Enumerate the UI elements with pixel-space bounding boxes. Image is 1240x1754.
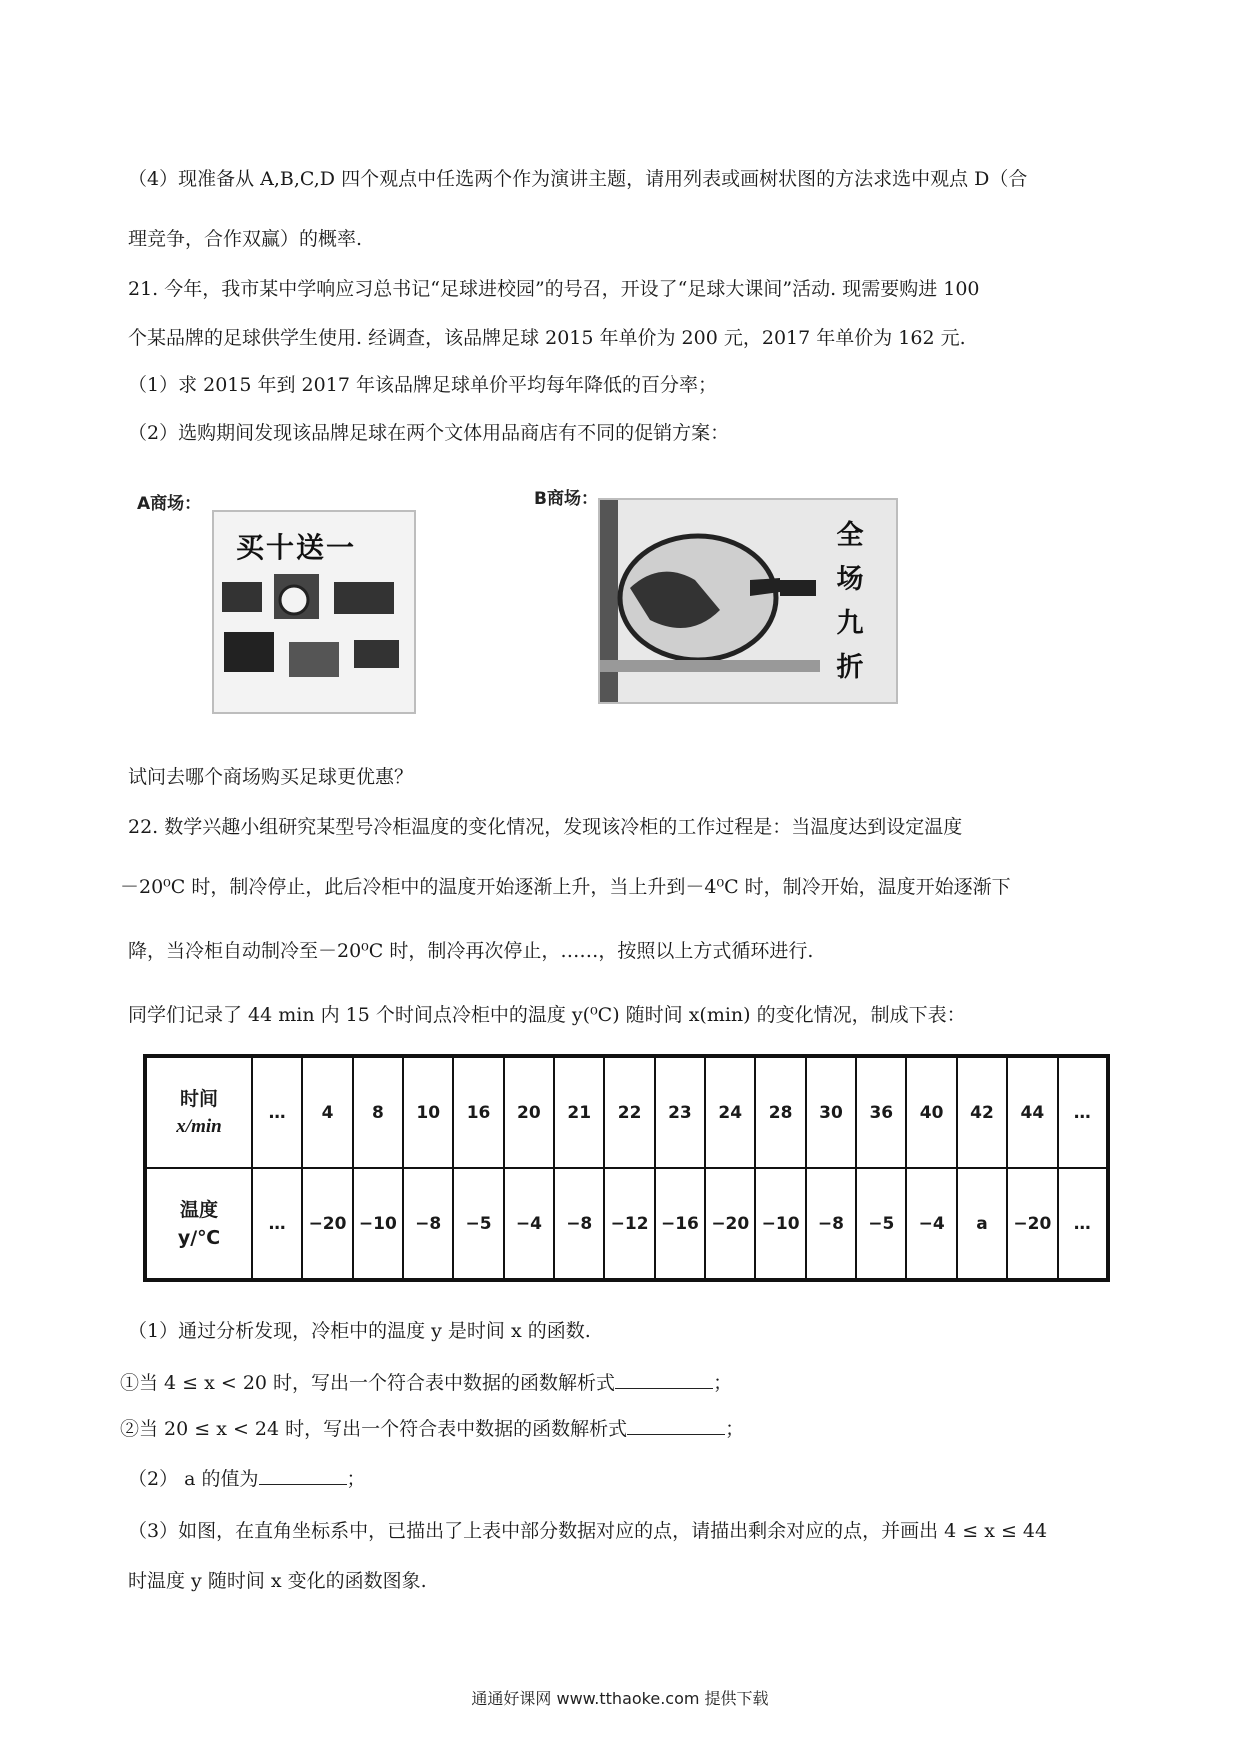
x-cell: 10 bbox=[403, 1056, 453, 1168]
y-cell: −5 bbox=[856, 1168, 906, 1280]
y-cell: −5 bbox=[453, 1168, 503, 1280]
answer-blank-1b[interactable] bbox=[627, 1416, 725, 1435]
row-header-temp-unit: y/℃ bbox=[177, 1226, 221, 1249]
row-header-temperature bbox=[145, 1168, 252, 1280]
row-header-time-unit: x/min bbox=[176, 1115, 222, 1137]
y-cell: −12 bbox=[604, 1168, 654, 1280]
q21-line1: 21. 今年，我市某中学响应习总书记“足球进校园”的号召，开设了“足球大课间”活动. 现需要购进 100 bbox=[128, 278, 980, 300]
q22-part1b-text: ②当 20 ≤ x < 24 时，写出一个符合表中数据的函数解析式 bbox=[120, 1418, 628, 1440]
x-cell: … bbox=[1058, 1056, 1109, 1168]
y-cell: −16 bbox=[655, 1168, 705, 1280]
store-b-promo-3: 九 bbox=[836, 608, 864, 639]
semicolon: ； bbox=[725, 1418, 745, 1440]
q22-part3-line1: （3）如图，在直角坐标系中，已描出了上表中部分数据对应的点，请描出剩余对应的点，并画出 4 ≤ x ≤ 44 bbox=[128, 1520, 1048, 1542]
q21-question: 试问去哪个商场购买足球更优惠？ bbox=[128, 766, 414, 788]
semicolon: ； bbox=[713, 1372, 733, 1394]
x-cell: 28 bbox=[755, 1056, 805, 1168]
table-row-time bbox=[145, 1056, 1108, 1168]
x-cell: 24 bbox=[705, 1056, 755, 1168]
q20-part4-line1: （4）现准备从 A,B,C,D 四个观点中任选两个作为演讲主题，请用列表或画树状图的方法求选中观点 D（合 bbox=[128, 168, 1028, 190]
q22-part1a-text: ①当 4 ≤ x < 20 时，写出一个符合表中数据的函数解析式 bbox=[120, 1372, 616, 1394]
q22-part2 bbox=[128, 1466, 366, 1492]
page-footer: 通通好课网 www.tthaoke.com 提供下载 bbox=[471, 1689, 769, 1708]
q22-part2-text: （2） a 的值为 bbox=[128, 1468, 259, 1490]
semicolon: ； bbox=[346, 1468, 366, 1490]
y-cell: −20 bbox=[302, 1168, 352, 1280]
q21-part2: （2）选购期间发现该品牌足球在两个文体用品商店有不同的促销方案： bbox=[128, 422, 730, 444]
answer-blank-a[interactable] bbox=[259, 1466, 347, 1485]
store-b-label: B商场： bbox=[534, 489, 598, 509]
x-cell: 22 bbox=[604, 1056, 654, 1168]
x-cell: 23 bbox=[655, 1056, 705, 1168]
q22-line1: 22. 数学兴趣小组研究某型号冷柜温度的变化情况，发现该冷柜的工作过程是：当温度达到设定温度 bbox=[128, 816, 963, 838]
q21-line2: 个某品牌的足球供学生使用. 经调查，该品牌足球 2015 年单价为 200 元，2017 年单价为 162 元. bbox=[128, 327, 966, 349]
q22-line3: 降，当冷柜自动制冷至－20⁰C 时，制冷再次停止，……，按照以上方式循环进行. bbox=[128, 940, 814, 962]
y-cell: … bbox=[252, 1168, 302, 1280]
x-cell: 40 bbox=[906, 1056, 956, 1168]
y-cell: −8 bbox=[554, 1168, 604, 1280]
row-header-temp-label: 温度 bbox=[179, 1198, 218, 1221]
x-cell: 36 bbox=[856, 1056, 906, 1168]
row-header-time-label: 时间 bbox=[179, 1087, 218, 1110]
x-cell: 42 bbox=[957, 1056, 1007, 1168]
q22-part3-line2: 时温度 y 随时间 x 变化的函数图象. bbox=[128, 1570, 427, 1592]
x-cell: … bbox=[252, 1056, 302, 1168]
store-a-flyer bbox=[212, 510, 416, 714]
y-cell: … bbox=[1058, 1168, 1109, 1280]
y-cell: a bbox=[957, 1168, 1007, 1280]
q20-part4-line2: 理竞争，合作双赢）的概率. bbox=[128, 228, 363, 250]
x-cell: 4 bbox=[302, 1056, 352, 1168]
y-cell: −8 bbox=[403, 1168, 453, 1280]
store-a-promo: 买十送一 bbox=[236, 531, 357, 564]
row-header-time bbox=[145, 1056, 252, 1168]
q22-line2: －20⁰C 时，制冷停止，此后冷柜中的温度开始逐渐上升，当上升到－4⁰C 时，制冷开始，温度开始逐渐下 bbox=[120, 876, 1011, 898]
x-cell: 20 bbox=[504, 1056, 554, 1168]
q21-part1: （1）求 2015 年到 2017 年该品牌足球单价平均每年降低的百分率； bbox=[128, 374, 717, 396]
y-cell: −10 bbox=[755, 1168, 805, 1280]
answer-blank-1a[interactable] bbox=[615, 1370, 713, 1389]
temperature-table bbox=[143, 1054, 1110, 1282]
store-b-promo-2: 场 bbox=[836, 564, 864, 595]
x-cell: 44 bbox=[1007, 1056, 1057, 1168]
y-cell: −20 bbox=[1007, 1168, 1057, 1280]
x-cell: 21 bbox=[554, 1056, 604, 1168]
q22-part1b bbox=[120, 1416, 744, 1442]
q22-part1a bbox=[120, 1370, 732, 1396]
store-a-label: A商场： bbox=[137, 494, 202, 514]
x-cell: 30 bbox=[806, 1056, 856, 1168]
x-cell: 16 bbox=[453, 1056, 503, 1168]
q22-line4: 同学们记录了 44 min 内 15 个时间点冷柜中的温度 y(⁰C) 随时间 x(min) 的变化情况，制成下表： bbox=[128, 1004, 966, 1026]
y-cell: −20 bbox=[705, 1168, 755, 1280]
x-cell: 8 bbox=[353, 1056, 403, 1168]
q22-part1: （1）通过分析发现，冷柜中的温度 y 是时间 x 的函数. bbox=[128, 1320, 591, 1342]
y-cell: −10 bbox=[353, 1168, 403, 1280]
y-cell: −4 bbox=[504, 1168, 554, 1280]
table-row-temperature bbox=[145, 1168, 1108, 1280]
y-cell: −8 bbox=[806, 1168, 856, 1280]
store-b-flyer bbox=[598, 498, 898, 704]
store-b-promo-4: 折 bbox=[836, 652, 864, 683]
store-b-promo-1: 全 bbox=[836, 520, 864, 551]
y-cell: −4 bbox=[906, 1168, 956, 1280]
